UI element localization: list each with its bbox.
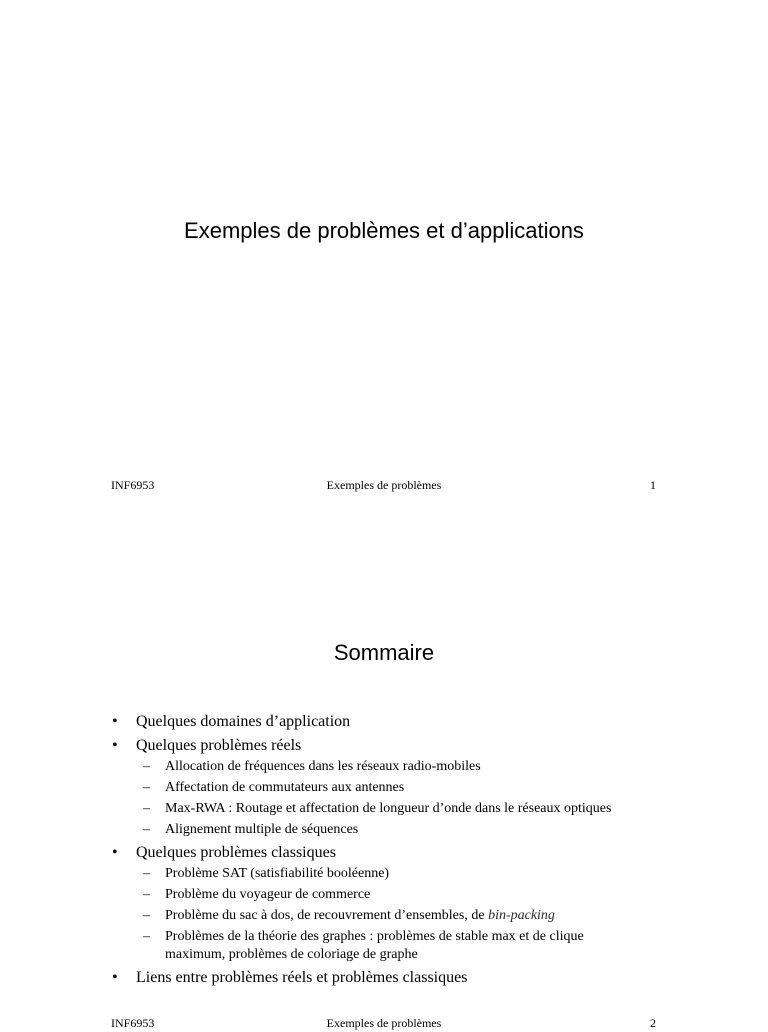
dash-icon: – (143, 866, 150, 881)
sub-item (136, 907, 625, 925)
summary-item (110, 843, 625, 964)
sub-item-label: Problème SAT (satisfiabilité booléenne) (165, 866, 390, 881)
sub-item-italic-term: bin-packing (488, 908, 555, 923)
bullet-icon: • (112, 969, 118, 986)
sub-item-label: Problème du sac à dos, de recouvrement d’ensembles, de (165, 908, 489, 923)
footer-course-code: INF6953 (111, 1016, 155, 1030)
dash-icon: – (143, 780, 150, 795)
footer-page-number: 2 (650, 1016, 656, 1030)
footer-page-number: 1 (650, 478, 656, 492)
sub-item-label: Affectation de commutateurs aux antennes (165, 780, 405, 795)
sub-list (136, 758, 625, 839)
dash-icon: – (143, 908, 150, 923)
sub-item-label: Problème du voyageur de commerce (165, 887, 371, 902)
sub-item (136, 928, 625, 964)
sub-item (136, 886, 625, 904)
summary-item (110, 968, 625, 988)
dash-icon: – (143, 822, 150, 837)
footer-section-title: Exemples de problèmes (326, 478, 442, 492)
summary-item-label: Quelques problèmes classiques (136, 844, 336, 861)
summary-item-label: Liens entre problèmes réels et problèmes classiques (136, 969, 468, 986)
dash-icon: – (143, 801, 150, 816)
summary-item (110, 736, 625, 839)
sub-item (136, 758, 625, 776)
sub-item (136, 865, 625, 883)
sub-item (136, 800, 625, 818)
slide-1-footer (0, 478, 768, 494)
slide-1-title: Exemples de problèmes et d’applications (184, 218, 584, 243)
sub-item-label: Alignement multiple de séquences (165, 822, 359, 837)
sub-item (136, 779, 625, 797)
dash-icon: – (143, 887, 150, 902)
footer-section-title: Exemples de problèmes (326, 1016, 442, 1030)
bullet-icon: • (112, 737, 118, 754)
slide-2-footer (0, 1016, 768, 1032)
dash-icon: – (143, 929, 150, 944)
bullet-icon: • (112, 844, 118, 861)
sub-item-label: Problèmes de la théorie des graphes : problèmes de stable max et de clique maximum, problèmes de coloriage de graphe (165, 929, 584, 962)
footer-course-code: INF6953 (111, 478, 155, 492)
summary-item (110, 712, 625, 732)
summary-item-label: Quelques domaines d’application (136, 713, 351, 730)
sub-item-label: Allocation de fréquences dans les réseaux radio-mobiles (165, 759, 481, 774)
dash-icon: – (143, 759, 150, 774)
summary-item-label: Quelques problèmes réels (136, 737, 302, 754)
sub-item-label: Max-RWA : Routage et affectation de longueur d’onde dans le réseaux optiques (165, 801, 612, 816)
summary-list (110, 712, 625, 992)
sub-item (136, 821, 625, 839)
sub-list (136, 865, 625, 964)
bullet-icon: • (112, 713, 118, 730)
slide-2-title: Sommaire (333, 640, 435, 665)
